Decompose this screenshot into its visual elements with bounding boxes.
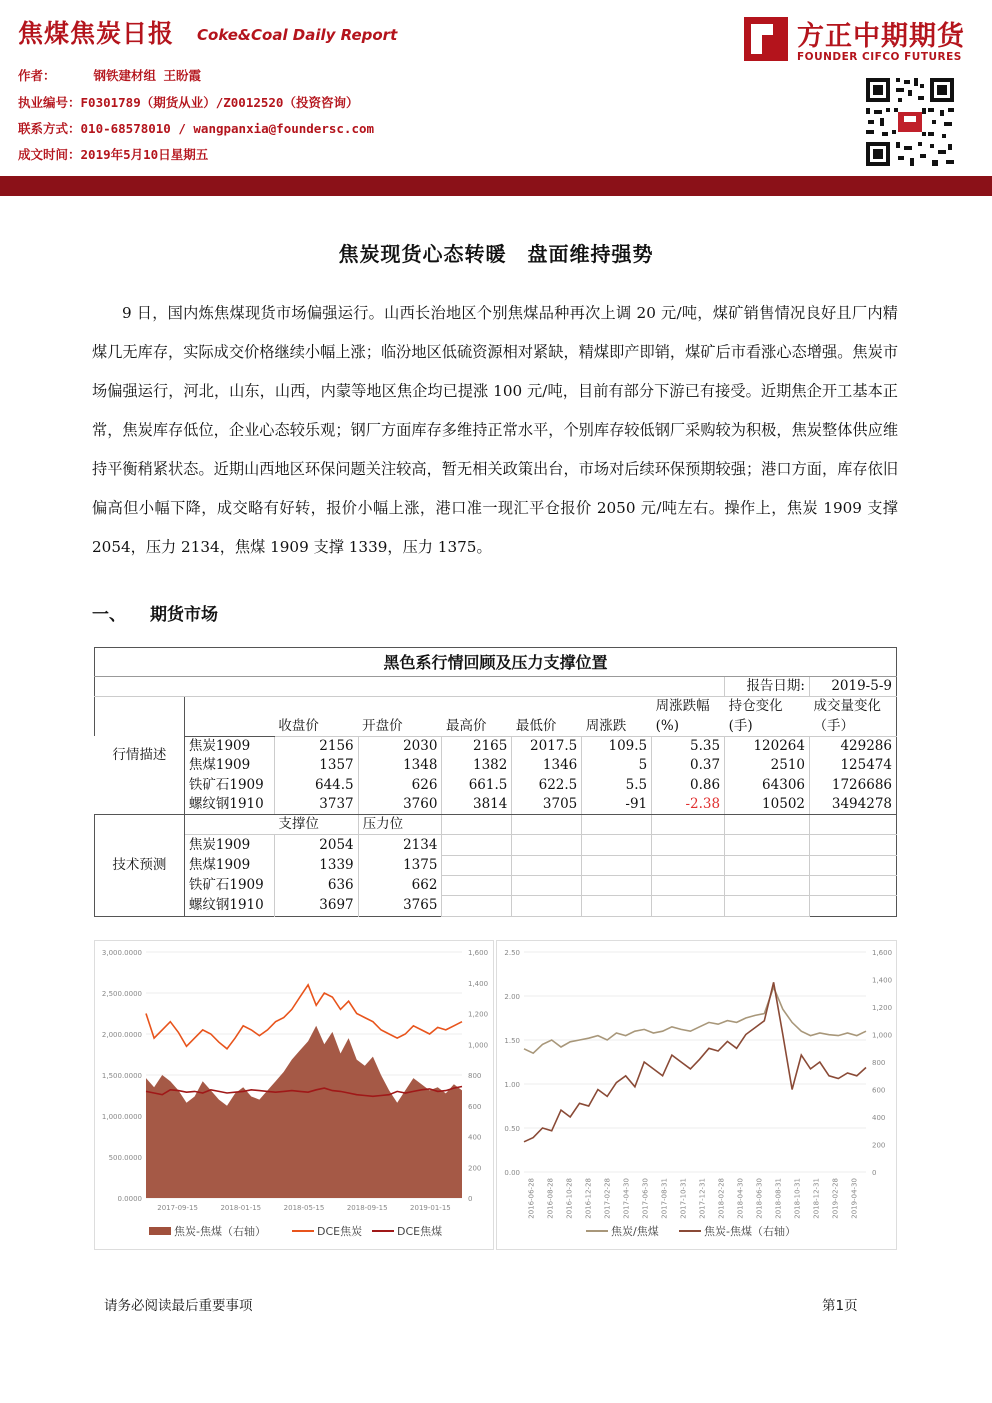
date-value: 2019年5月10日星期五 xyxy=(80,147,209,162)
x-tick-label: 2017-08-31 xyxy=(660,1178,669,1219)
cell-vol: 3494278 xyxy=(810,795,897,815)
cell-pct-negative: -2.38 xyxy=(652,795,725,815)
header-open: 开盘价 xyxy=(362,717,403,734)
x-tick-label: 2019-01-15 xyxy=(410,1204,451,1212)
header-high: 最高价 xyxy=(445,717,487,734)
qr-code-icon xyxy=(862,74,958,170)
y-left-tick-label: 1.00 xyxy=(504,1081,520,1089)
cell-open: 3760 xyxy=(358,795,442,815)
y-right-tick-label: 800 xyxy=(468,1072,482,1080)
cell-vol: 429286 xyxy=(810,736,897,756)
x-tick-label: 2019-04-30 xyxy=(850,1178,859,1219)
cell-open: 626 xyxy=(358,775,442,794)
y-right-tick-label: 1,400 xyxy=(872,976,893,985)
cell-resistance: 1375 xyxy=(358,855,442,875)
y-right-tick-label: 200 xyxy=(872,1141,886,1150)
cell-resistance: 2134 xyxy=(358,835,442,855)
coke-coal-price-chart xyxy=(94,940,494,1250)
cell-chg: 109.5 xyxy=(582,736,652,756)
license-label: 执业编号： xyxy=(18,95,81,110)
x-tick-label: 2017-12-31 xyxy=(698,1178,707,1219)
cell-low: 2017.5 xyxy=(512,736,582,756)
cell-oi: 120264 xyxy=(725,736,810,756)
y-right-tick-label: 1,400 xyxy=(468,979,489,988)
cell-resistance: 3765 xyxy=(358,896,442,916)
y-right-tick-label: 600 xyxy=(468,1102,482,1111)
cell-oi: 2510 xyxy=(725,756,810,775)
header-support: 支撑位 xyxy=(278,816,319,833)
document-title: 焦炭现货心态转暖 盘面维持强势 xyxy=(338,242,654,266)
row-name: 螺纹钢1910 xyxy=(184,896,274,916)
row-name: 铁矿石1909 xyxy=(184,775,274,794)
table-title: 黑色系行情回顾及压力支撑位置 xyxy=(95,648,897,677)
x-tick-label: 2017-10-31 xyxy=(679,1178,688,1219)
cell-chg: 5 xyxy=(582,756,652,775)
cell-chg: 5.5 xyxy=(582,775,652,794)
cell-high: 3814 xyxy=(442,795,512,815)
y-right-tick-label: 1,000 xyxy=(872,1031,893,1040)
x-tick-label: 2016-08-28 xyxy=(546,1178,555,1219)
row-name: 焦煤1909 xyxy=(184,756,274,775)
y-left-tick-label: 1.50 xyxy=(504,1037,520,1045)
cell-low: 1346 xyxy=(512,756,582,775)
cell-high: 661.5 xyxy=(442,775,512,794)
y-left-tick-label: 500.0000 xyxy=(108,1154,142,1162)
y-left-tick-label: 1,500.0000 xyxy=(101,1072,142,1080)
cell-chg: -91 xyxy=(582,795,652,815)
y-right-tick-label: 600 xyxy=(872,1086,886,1095)
x-tick-label: 2018-12-31 xyxy=(812,1178,821,1219)
header-vol-change: 成交量变化 xyxy=(813,698,881,715)
cell-pct: 5.35 xyxy=(652,736,725,756)
cell-support: 3697 xyxy=(274,896,358,916)
table-row xyxy=(95,756,897,775)
report-date: 2019-5-9 xyxy=(810,677,897,697)
y-right-tick-label: 400 xyxy=(468,1133,482,1142)
x-tick-label: 2016-06-28 xyxy=(527,1178,536,1219)
y-right-tick-label: 400 xyxy=(872,1114,886,1122)
cell-high: 2165 xyxy=(442,736,512,756)
author-line xyxy=(18,66,201,84)
cell-high: 1382 xyxy=(442,756,512,775)
cell-support: 636 xyxy=(274,875,358,895)
row-name: 铁矿石1909 xyxy=(184,875,274,895)
table-row xyxy=(95,875,897,895)
row-name: 焦炭1909 xyxy=(184,736,274,756)
group-label-market: 行情描述 xyxy=(95,697,185,815)
header-pct-unit: (%) xyxy=(655,717,680,734)
y-left-tick-label: 2,000.0000 xyxy=(101,1031,142,1039)
y-right-tick-label: 1,600 xyxy=(468,949,489,957)
section-number: 一、 xyxy=(92,605,126,625)
header-divider-band xyxy=(0,176,992,196)
cell-pct: 0.86 xyxy=(652,775,725,794)
header-resistance: 压力位 xyxy=(358,815,442,835)
y-left-tick-label: 2,500.0000 xyxy=(101,990,142,998)
report-title-en: Coke&Coal Daily Report xyxy=(197,26,398,44)
cell-close: 1357 xyxy=(274,756,358,775)
y-right-tick-label: 1,200 xyxy=(872,1004,893,1012)
y-left-tick-label: 2.50 xyxy=(504,949,520,957)
cell-support: 2054 xyxy=(274,835,358,855)
header-oi-unit: (手) xyxy=(728,717,753,734)
report-date-label: 报告日期: xyxy=(725,677,810,697)
legend-swatch-area xyxy=(149,1227,171,1235)
y-left-tick-label: 0.0000 xyxy=(117,1195,142,1203)
x-tick-label: 2018-05-15 xyxy=(283,1204,325,1212)
report-title-cn: 焦煤焦炭日报 xyxy=(18,19,175,48)
cell-oi: 64306 xyxy=(725,775,810,794)
license-value: F0301789（期货从业）/Z0012520（投资咨询） xyxy=(80,95,359,110)
contact-label: 联系方式： xyxy=(18,121,81,136)
table-row xyxy=(95,855,897,875)
y-right-tick-label: 0 xyxy=(872,1169,877,1177)
x-tick-label: 2016-12-28 xyxy=(584,1178,593,1219)
contact-value: 010-68578010 / wangpanxia@foundersc.com xyxy=(80,121,375,136)
summary-text: 9 日，国内炼焦煤现货市场偏强运行。山西长治地区个别焦煤品种再次上调 20 元/吨，煤矿销售情况良好且厂内精煤几无库存，实际成交价格继续小幅上涨；临汾地区低硫资源相对紧缺，精煤即产即销，煤矿后市看涨心态增强。焦炭市场偏强运行，河北，山东，山西，内蒙等地区焦企均已提涨 100 元/吨，目前有部分下游已有接受。近期焦企开工基本正常，焦炭库存低位，企业心态较乐观；钢厂方面库存多维持正常水平，个别库存较低钢厂采购较为积极，焦炭整体供应维持平衡稍紧状态。近期山西地区环保问题关注较高，暂无相关政策出台，市场对后续环保预期较强；港口方面，库存依旧偏高但小幅下降，成交略有好转，报价小幅上涨，港口准一现汇平仓报价 2050 元/吨左右。操作上，焦炭 1909 支撑 2054，压力 2134，焦煤 1909 支撑 1339，压力 1375。 xyxy=(92,304,898,556)
table-row xyxy=(95,795,897,815)
y-left-tick-label: 1,000.0000 xyxy=(101,1113,142,1121)
x-tick-label: 2017-02-28 xyxy=(603,1178,612,1219)
author-value: 钢铁建材组 王盼霞 xyxy=(93,68,202,83)
cell-close: 3737 xyxy=(274,795,358,815)
x-tick-label: 2018-04-30 xyxy=(736,1178,745,1219)
cell-vol: 125474 xyxy=(810,756,897,775)
table-row xyxy=(95,896,897,916)
legend-label-area: 焦炭-焦煤（右轴） xyxy=(174,1225,266,1238)
cell-low: 3705 xyxy=(512,795,582,815)
section-heading xyxy=(92,600,218,625)
header-low: 最低价 xyxy=(515,717,557,734)
contact-line xyxy=(18,119,374,137)
legend-label-spread: 焦炭-焦煤（右轴） xyxy=(704,1225,796,1238)
x-tick-label: 2017-09-15 xyxy=(157,1204,198,1212)
section-title: 期货市场 xyxy=(150,605,218,625)
x-tick-label: 2017-04-30 xyxy=(622,1178,631,1219)
cell-low: 622.5 xyxy=(512,775,582,794)
y-right-tick-label: 0 xyxy=(468,1195,473,1203)
x-tick-label: 2018-10-31 xyxy=(793,1178,802,1219)
date-label: 成文时间： xyxy=(18,147,81,162)
y-right-tick-label: 800 xyxy=(872,1059,886,1067)
table-row xyxy=(95,736,897,756)
group-label-tech: 技术预测 xyxy=(95,815,185,916)
y-left-tick-label: 2.00 xyxy=(504,993,520,1001)
header-vol-unit: （手） xyxy=(813,717,854,734)
cell-close: 644.5 xyxy=(274,775,358,794)
table-row xyxy=(95,775,897,794)
x-tick-label: 2018-01-15 xyxy=(220,1204,262,1212)
x-tick-label: 2018-06-30 xyxy=(755,1178,764,1219)
cell-pct: 0.37 xyxy=(652,756,725,775)
page-number: 第1页 xyxy=(822,1298,858,1314)
y-left-tick-label: 0.00 xyxy=(504,1169,520,1177)
license-line xyxy=(18,93,358,111)
founder-logo-icon xyxy=(744,17,788,61)
x-tick-label: 2018-09-15 xyxy=(346,1204,388,1212)
cell-open: 1348 xyxy=(358,756,442,775)
report-header xyxy=(0,0,992,180)
y-right-tick-label: 1,600 xyxy=(872,949,893,957)
cell-open: 2030 xyxy=(358,736,442,756)
y-right-tick-label: 200 xyxy=(468,1164,482,1173)
cell-resistance: 662 xyxy=(358,875,442,895)
coke-coal-ratio-chart xyxy=(496,940,897,1250)
x-tick-label: 2016-10-28 xyxy=(565,1178,574,1219)
x-tick-label: 2018-02-28 xyxy=(717,1178,726,1219)
header-week-chg: 周涨跌 xyxy=(585,717,627,734)
table-row xyxy=(95,835,897,855)
row-name: 焦炭1909 xyxy=(184,835,274,855)
row-name: 焦煤1909 xyxy=(184,855,274,875)
market-review-table xyxy=(94,647,897,917)
y-left-tick-label: 0.50 xyxy=(504,1125,520,1133)
cell-close: 2156 xyxy=(274,736,358,756)
y-left-tick-label: 3,000.0000 xyxy=(101,949,142,957)
cell-oi: 10502 xyxy=(725,795,810,815)
header-close: 收盘价 xyxy=(278,717,319,734)
row-name: 螺纹钢1910 xyxy=(184,795,274,815)
header-oi-change: 持仓变化 xyxy=(728,698,783,715)
summary-paragraph xyxy=(92,294,898,567)
legend-label-ratio: 焦炭/焦煤 xyxy=(611,1225,659,1238)
legend-label-line1: DCE焦炭 xyxy=(317,1225,363,1238)
cell-vol: 1726686 xyxy=(810,775,897,794)
x-tick-label: 2019-02-28 xyxy=(831,1178,840,1219)
brand-name-en: FOUNDER CIFCO FUTURES xyxy=(797,51,962,63)
x-tick-label: 2018-08-31 xyxy=(774,1178,783,1219)
header-week-pct: 周涨跌幅 xyxy=(655,698,710,715)
footer-disclaimer: 请务必阅读最后重要事项 xyxy=(104,1298,253,1314)
brand-name-cn: 方正中期期货 xyxy=(797,21,965,52)
x-tick-label: 2017-06-30 xyxy=(641,1178,650,1219)
y-right-tick-label: 1,200 xyxy=(468,1010,489,1019)
author-label: 作者： xyxy=(18,68,56,83)
date-line xyxy=(18,145,208,163)
cell-support: 1339 xyxy=(274,855,358,875)
y-right-tick-label: 1,000 xyxy=(468,1041,489,1050)
legend-label-line2: DCE焦煤 xyxy=(397,1225,443,1238)
